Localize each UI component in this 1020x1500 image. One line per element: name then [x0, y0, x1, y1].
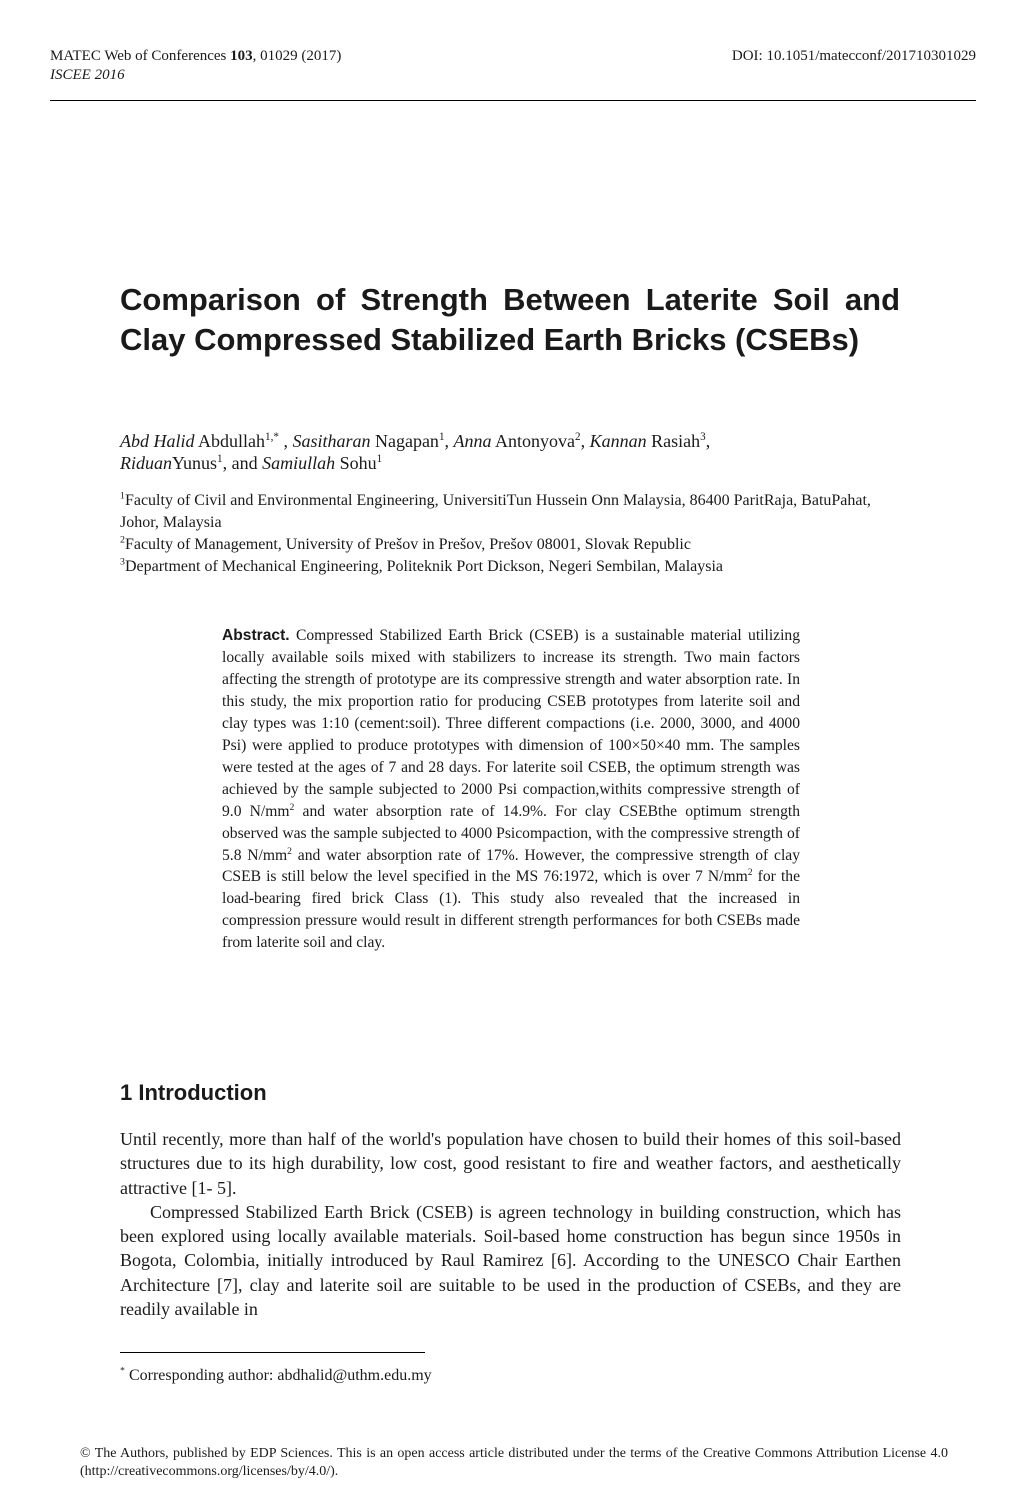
- author: Samiullah Sohu$^1$: [262, 453, 383, 473]
- paragraph: Until recently, more than half of the world's population have chosen to build their homes of this soil-based structures due to its high durability, low cost, good resistant to fire and weather factors, and aesthetically attractive [1- 5].: [120, 1129, 901, 1198]
- author: Anna Antonyova$^2$,: [453, 431, 590, 451]
- footnote: * Corresponding author: abdhalid@uthm.edu.my: [120, 1365, 432, 1384]
- affiliation: $^2$Faculty of Management, University of Prešov in Prešov, Prešov 08001, Slovak Republic: [120, 534, 691, 553]
- conference-name: ISCEE 2016: [50, 67, 125, 83]
- section-body: [120, 1127, 901, 1321]
- paragraph: Compressed Stabilized Earth Brick (CSEB) is agreen technology in building construction, which has been explored using locally available materials. Soil-based home construction has begun since 1950s in Bogota, Colombia, initially introduced by Raul Ramirez [6]. According to the UNESCO Chair Earthen Architecture [7], clay and laterite soil are suitable to be used in the production of CSEBs, and they are readily available in: [120, 1201, 901, 1320]
- doi: DOI: 10.1051/matecconf/201710301029: [731, 48, 976, 64]
- author: RiduanYunus$^1$, and: [120, 453, 263, 473]
- section-heading: 1 Introduction: [120, 1080, 267, 1105]
- license-footer: © The Authors, published by EDP Sciences. This is an open access article distributed under the terms of the Creative Commons Attribution License 4.0 (http://creativecommons.org/licenses/by/4.0/).: [80, 1446, 948, 1479]
- footnote-rule: [120, 1352, 425, 1353]
- running-header: [50, 47, 976, 85]
- paper-title: Comparison of Strength Between Laterite Soil and Clay Compressed Stabilized Earth Bricks (CSEBs): [120, 282, 900, 357]
- affiliation: $^1$Faculty of Civil and Environmental Engineering, UniversitiTun Hussein Onn Malaysia, 86400 ParitRaja, BatuPahat, Johor, Malaysia: [120, 490, 871, 531]
- abstract: Abstract. Compressed Stabilized Earth Brick (CSEB) is a sustainable material utilizing locally available soils mixed with stabilizers to increase its strength. Two main factors affecting the strength of prototype are its compressive strength and water absorption rate. In this study, the mix proportion ratio for producing CSEB prototypes from laterite soil and clay types was 1:10 (cement:soil). Three different compactions (i.e. 2000, 3000, and 4000 Psi) were applied to produce prototypes with dimension of 100×50×40 mm. The samples were tested at the ages of 7 and 28 days. For laterite soil CSEB, the optimum strength was achieved by the sample subjected to 2000 Psi compaction,withits compressive strength of 9.0 $N/mm^2$ and water absorption rate of 14.9%. For clay CSEBthe optimum strength observed was the sample subjected to 4000 Psicompaction, with the compressive strength of 5.8 $N/mm^2$ and water absorption rate of 17%. However, the compressive strength of clay CSEB is still below the level specified in the MS 76:1972, which is over 7 $N/mm^2$ for the load-bearing fired brick Class (1). This study also revealed that the increased in compression pressure would result in different strength performances for both CSEBs made from laterite soil and clay.: [222, 627, 801, 952]
- journal-citation: MATEC Web of Conferences 103, 01029 (2017): [50, 48, 342, 64]
- header-rule: [50, 100, 976, 101]
- author: Sasitharan Nagapan$^1$,: [292, 431, 454, 451]
- author: Abd Halid Abdullah$^{1,*}$ ,: [120, 431, 293, 451]
- affiliation: $^3$Department of Mechanical Engineering, Politeknik Port Dickson, Negeri Sembilan, Malaysia: [120, 556, 724, 575]
- volume-number: 103: [230, 48, 253, 64]
- author-list: [120, 430, 900, 474]
- author: Kannan Rasiah$^3$,: [589, 431, 711, 451]
- abstract-label: Abstract.: [222, 627, 290, 644]
- corresponding-author: Corresponding author: abdhalid@uthm.edu.my: [124, 1367, 432, 1384]
- affiliation-list: [120, 490, 900, 578]
